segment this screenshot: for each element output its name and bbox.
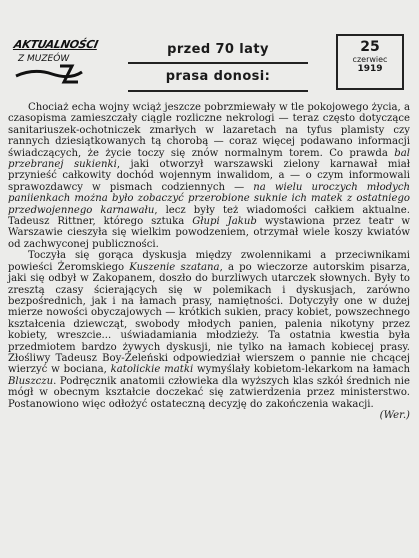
headline-line2: prasa donosi: [165, 69, 271, 84]
logo-line2: Z MUZEÓW [18, 54, 70, 64]
headline-line1: przed 70 laty [167, 42, 269, 57]
article-body [8, 102, 410, 421]
column-logo [12, 38, 100, 84]
headline-rule-bottom [128, 90, 308, 92]
date-year: 1919 [357, 64, 383, 74]
date-month: czerwiec [352, 55, 388, 64]
paragraph-1: Chociaż echa wojny wciąż jeszcze pobrzmiewały w tle pokojowego życia, a czasopisma zamieszczały ciągle rozliczne nekrologi — teraz często dotyczące sanitariuszek-ochotniczek zmarłych w lazaretach na tyfus plamisty czy rannych dziesiątkowanych tą chorobą — coraz więcej podawano informacji świadczących, że życie toczy się znów normalnym torem. Co prawda bal przebranej sukienki, jaki otworzył warszawski zielony karnawał miał przynieść całkowity dochód wojennym inwalidom, a — o czym informowali sprawozdawcy w pismach codziennych — na wielu uroczych młodych paniienkach można było zobaczyć przerobione suknie ich matek z ostatniego przedwojennego karnawału, lecz były też wiadomości całkiem aktualne. Tadeusz Rittner, którego sztuka Głupi Jakub wystawiona przez teatr w Warszawie cieszyła się wielkim powodzeniem, otrzymał wiele koszy kwiatów od zachwyconej publiczności. [8, 102, 411, 250]
date-box [336, 34, 404, 90]
logo-swoosh-icon [14, 64, 84, 84]
headline-rule-top [128, 62, 308, 64]
date-day: 25 [360, 39, 380, 55]
author-signature: (Wer.) [379, 409, 410, 421]
paragraph-2: Toczyła się gorąca dyskusja między zwolennikami a przeciwnikami powieści Żeromskiego Kuszenie szatana, a po wieczorze autorskim pisarza, jaki się odbył w Zakopanem, doszło do burzliwych utarczek słownych. Były to zresztą czasy ścierających się w polemikach i dyskusjach, zarówno bezpośrednich, jak i na łamach prasy, namiętności. Dotyczyły one w dużej mierze nowości obyczajowych — krótkich sukien, pracy kobiet, powszechnego kształcenia dziewcząt, swobody młodych panien, palenia nikotyny przez kobiety, wreszcie... uświadamiania młodzieży. Ta ostatnia kwestia była przedmiotem bardzo żywych dyskusji, nie tylko na łamach kobiecej prasy. Złośliwy Tadeusz Boy-Żeleński odpowiedział wierszem o pannie nie chcącej wierzyć w bociana, katolickie matki wymyślały kobietom-lekarkom na łamach Bluszczu. Podręcznik anatomii człowieka dla wyższych klas szkół średnich nie mógł w obecnym kształcie doczekać się zatwierdzenia przez ministerstwo. Postanowiono więc odłożyć ostateczną decyzję do zakończenia wakacji. [8, 250, 411, 410]
logo-line1: AKTUALNOŚCI [12, 38, 100, 51]
